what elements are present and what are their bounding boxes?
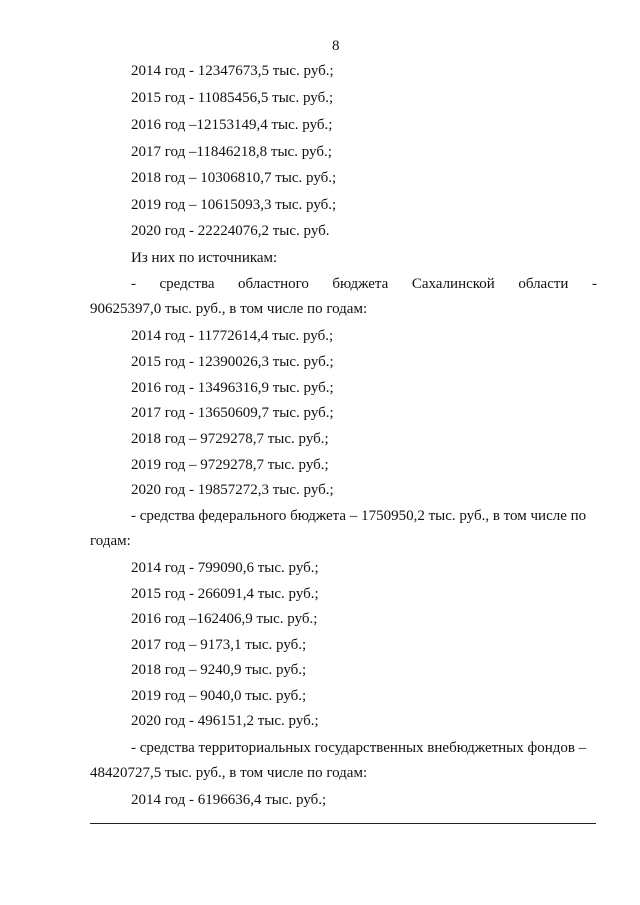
list-item: 2014 год - 11772614,4 тыс. руб.; [131, 328, 334, 344]
list-item: 2015 год - 11085456,5 тыс. руб.; [131, 90, 334, 106]
word: бюджета [332, 276, 389, 292]
list-item: 2014 год - 6196636,4 тыс. руб.; [131, 792, 327, 808]
list-item: 2015 год - 12390026,3 тыс. руб.; [131, 354, 334, 370]
list-item: 2020 год - 19857272,3 тыс. руб.; [131, 482, 334, 498]
list-item: 2015 год - 266091,4 тыс. руб.; [131, 586, 319, 602]
federal-budget-line2: годам: [90, 533, 131, 549]
list-item: 2020 год - 22224076,2 тыс. руб. [131, 223, 330, 239]
sources-heading: Из них по источникам: [131, 250, 278, 266]
federal-budget-line1: - средства федерального бюджета – 1750950,2 тыс. руб., в том числе по [131, 508, 587, 524]
list-item: 2019 год – 9729278,7 тыс. руб.; [131, 457, 329, 473]
list-item: 2014 год - 12347673,5 тыс. руб.; [131, 63, 334, 79]
territorial-funds-line2: 48420727,5 тыс. руб., в том числе по годам: [90, 765, 368, 781]
page-divider [90, 823, 596, 824]
list-item: 2014 год - 799090,6 тыс. руб.; [131, 560, 319, 576]
word: Сахалинской [411, 276, 495, 292]
word: области [518, 276, 569, 292]
word: - [591, 276, 597, 292]
list-item: 2016 год –162406,9 тыс. руб.; [131, 611, 318, 627]
list-item: 2016 год –12153149,4 тыс. руб.; [131, 117, 333, 133]
word: средства [159, 276, 215, 292]
list-item: 2016 год - 13496316,9 тыс. руб.; [131, 380, 334, 396]
list-item: 2017 год - 13650609,7 тыс. руб.; [131, 405, 334, 421]
list-item: 2017 год –11846218,8 тыс. руб.; [131, 144, 332, 160]
list-item: 2019 год – 9040,0 тыс. руб.; [131, 688, 307, 704]
territorial-funds-line1: - средства территориальных государственных внебюджетных фондов – [131, 740, 587, 756]
regional-budget-line1 [131, 275, 597, 293]
page-number: 8 [332, 38, 340, 54]
list-item: 2019 год – 10615093,3 тыс. руб.; [131, 197, 337, 213]
list-item: 2018 год – 10306810,7 тыс. руб.; [131, 170, 337, 186]
list-item: 2018 год – 9729278,7 тыс. руб.; [131, 431, 329, 447]
word: - [131, 276, 136, 292]
list-item: 2017 год – 9173,1 тыс. руб.; [131, 637, 307, 653]
regional-budget-line2: 90625397,0 тыс. руб., в том числе по годам: [90, 301, 368, 317]
word: областного [237, 276, 309, 292]
list-item: 2020 год - 496151,2 тыс. руб.; [131, 713, 319, 729]
list-item: 2018 год – 9240,9 тыс. руб.; [131, 662, 307, 678]
